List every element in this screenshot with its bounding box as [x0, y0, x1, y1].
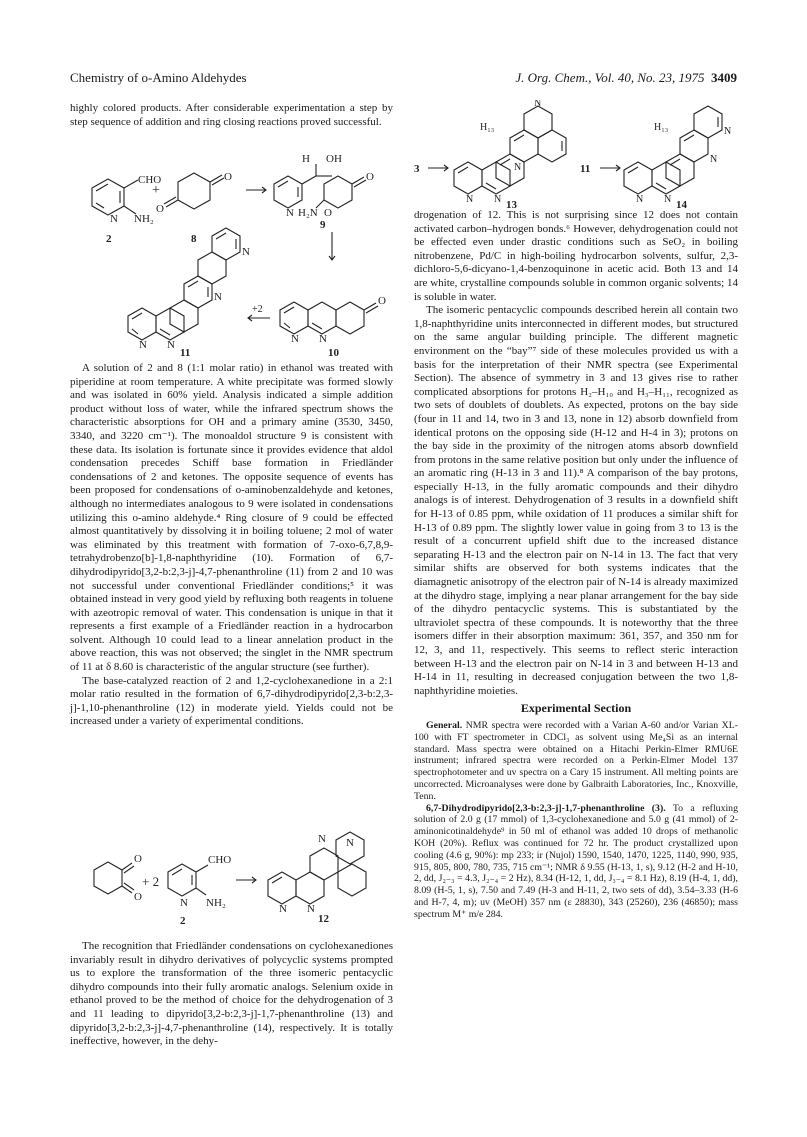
n-label: N	[242, 246, 250, 258]
cho-label: CHO	[138, 174, 162, 186]
compound-13-label: 13	[506, 199, 517, 208]
plus-2-label: + 2	[142, 874, 160, 889]
n-label: N	[724, 126, 732, 137]
compound-11-label: 11	[180, 347, 191, 359]
oh-label: OH	[326, 153, 342, 165]
run-in-heading: General.	[426, 719, 463, 731]
n-label: N	[214, 291, 222, 303]
page-header	[0, 70, 807, 88]
compound-12-label: 12	[318, 913, 329, 925]
n-label: N	[180, 897, 188, 909]
paragraph: The recognition that Friedländer condensations on cyclohexanediones invariably result in dihydro derivatives of polycyclic systems prompted us to explore the transformation of the three isomeric pentacyclic dihydro compounds into their fully aromatic analogs. Selenium oxide in ethanol proved to be the method of choice for the dehydrogenation of 3 and 11 leading to dipyrido[3,2-b:2,3-j]-1,7-phenanthroline (13) and dipyrido[3,2-b:2,3-j]-4,7-phenanthroline (14), respectively. It is totally ineffective, however, in the dehy-	[70, 940, 393, 1048]
compound-2-label: 2	[106, 233, 112, 245]
paragraph: drogenation of 12. This is not surprising since 12 does not contain activated carbon–hydrogen bonds.⁶ However, dehydrogenation could not be effected even under drastic conditions such as SeO₂ in boiling nitrobenzene, Pd/C in high-boiling hydrocarbon solvents, sulfur, 2,3-dichloro-5,6-dicyano-1,4-benzoquinone in acetic acid. Both 13 and 14 are white, crystalline compounds soluble in common organic solvents; 14 is soluble in water.	[414, 209, 738, 303]
paragraph: A solution of 2 and 8 (1:1 molar ratio) in ethanol was treated with piperidine at room temperature. A white precipitate was formed slowly and was isolated in 60% yield. Analysis indicated a simple addition product without loss of water, while the infrared spectrum shows the characteristic absorptions for OH and a primary amine (3530, 3450, 3340, and 3220 cm⁻¹). The monoaldol structure 9 is consistent with these data. Its isolation is fortunate since it provides evidence that aldol condensation precedes Schiff base formation in Friedländer condensations of 2 and ketones. The opposite sequence of events has been proposed for condensations of o-aminobenzaldehyde and ketones, although no intermediates analogous to 9 were isolated in condensations utilizing this o-amino aldehyde.⁴ Ring closure of 9 could be effected almost quantitatively by dissolving it in boiling toluene; 2 mol of water was eliminated by this treatment with formation of 7-oxo-6,7,8,9-tetrahydrobenzo[b]-1,8-naphthyridine (10). Formation of 6,7-dihydrodipyrido[3,2-b:2,3-j]-4,7-phenanthroline (11) from 2 and 10 was not successful under conventional Friedländer conditions;⁵ it was obtained instead in very good yield by refluxing both reagents in toluene with azeotropic removal of water. This condensation is unique in that it represents a first example of a Friedländer reaction in a hydrocarbon solvent. Although 10 could lead to a linear annelation product in the above reaction, this was not observed; the singlet in the NMR spectrum of 11 at δ 8.60 is characteristic of the angular structure (see further).	[70, 362, 393, 674]
n-label: N	[319, 333, 327, 345]
compound-3-label: 3	[414, 163, 420, 175]
compound-2-label: 2	[180, 915, 186, 927]
o-label: O	[224, 171, 232, 183]
left-column-end	[70, 940, 393, 1049]
n-label: N	[139, 339, 147, 351]
compound-9-label: 9	[320, 219, 326, 231]
o-label: O	[134, 853, 142, 865]
o-label: O	[378, 295, 386, 307]
scheme-3-drawing	[414, 100, 738, 208]
journal-citation	[515, 70, 737, 86]
plus-2-label: +2	[252, 304, 263, 315]
h13-label: H₁₃	[654, 122, 669, 133]
paragraph: The isomeric pentacyclic compounds described herein all contain two 1,8-naphthyridine units interconnected in different modes, but structured on the same angular building principle. The different magnetic environment on the “bay”⁷ side of these molecules provided us with a basis for the interpretation of their NMR spectra (see Experimental Section). The absence of symmetry in 3 and 13 gives rise to rather complicated absorptions for protons H₂–H₁₀ and H₃–H₁₁, recognized as two sets of doublets of doublets. As expected, protons on the bay side (four in 11 and 14, two in 3 and 13, none in 12) absorb downfield from identical protons on the opposing side (H-12 and H-4 in 3); protons on the bay side in the proximity of the nitrogen atoms absorb downfield from protons in the same relative position but only under the influence of an aromatic ring (H-13 in 3 and 11).⁸ A comparison of the bay protons, especially H-13, in the fully aromatic compounds and their dihydro analogs is of interest. Dehydrogenation of 3 results in a downfield shift for H-13 of 0.85 ppm, while oxidation of 11 produces a similar shift for H-13 of 0.89 ppm. The slightly lower value in going from 3 to 13 is the result of a concurrent upfield shift due to the increased distance separating H-13 and the electron pair on N-14 in 13. The fact that very similar shifts are observed for both systems indicates that the diamagnetic anisotropy of the electron pair of N-14 is already maximized at the dihydro stage, implying a near planar arrangement for the bay side of the dihydro pentacyclic systems. This is substantiated by the ultraviolet spectra of these compounds. It is noteworthy that the three isomers differ in their absorption maximum: 361, 357, and 350 nm for 12, 3, and 11, respectively. This seems to reflect steric interaction between H-13 and the electron pair on N-14 in 3 and between H-13 and H-14 in 11, resulting in decreased conjugation between the two 1,8-naphthyridine moieties.	[414, 304, 738, 697]
h-label: H	[302, 153, 310, 165]
cho-label: CHO	[208, 854, 232, 866]
scheme-2-drawing	[70, 830, 393, 930]
page-number: 3409	[711, 70, 737, 85]
o-label: O	[134, 891, 142, 903]
paragraph-text: NMR spectra were recorded with a Varian A-60 and/or Varian XL-100 with FT spectrometer in CDCl₃ as solvent using Me₄Si as an internal standard. Mass spectra were obtained on a Hitachi Perkin-Elmer RMU6E instrument; infrared spectra were recorded on a Perkin-Elmer Model 137 spectrophotometer and uv spectra on a Cary 15 instrument. All melting points are uncorrected. Microanalyses were done by Galbraith Laboratories, Inc., Knoxville, Tenn.	[414, 719, 738, 802]
n-label: N	[307, 903, 315, 915]
n-label: N	[346, 837, 354, 849]
paragraph-text: To a refluxing solution of 2.0 g (17 mmol) of 1,3-cyclohexanedione and 5.0 g (41 mmol) of 2-aminonicotinaldehyde⁹ in 50 ml of ethanol was added 10 drops of methanolic KOH (20%). Reflux was continued for 72 hr. The product crystallized upon cooling (4.6 g, 90%): mp 233; ir (Nujol) 1590, 1540, 1470, 1225, 1140, 990, 935, 915, 805, 800, 780, 735, 715 cm⁻¹; NMR δ 9.55 (H-13, 1, s), 9.12 (H-2 and H-10, 2, dd, J₂₋₃ = 4.3, J₂₋₄ = 2 Hz), 8.34 (H-12, 1, dd, J₃₋₄ = 8.1 Hz), 8.19 (H-4, 1, dd), 8.09 (H-5, 1, s), 7.50 and 7.49 (H-3 and H-11, 2, two sets of dd), 3.54–3.33 (H-6 and H-7, 4, m); uv (MeOH) 357 nm (ε 28830), 343 (25260), 236 (46850); mass spectrum M⁺ m/e 284.	[414, 802, 738, 920]
n-label: N	[110, 213, 118, 225]
paragraph: The base-catalyzed reaction of 2 and 1,2-cyclohexanedione in a 2:1 molar ratio resulted in the formation of 6,7-dihydrodipyrido[2,3-b:2,3-j]-1,10-phenanthroline (12) in moderate yield. Yields could not be increased under a variety of experimental conditions.	[70, 674, 393, 728]
plus-sign: +	[152, 183, 160, 198]
compound-14-label: 14	[676, 199, 687, 208]
n-label: N	[466, 194, 474, 205]
scheme-1-drawing	[70, 150, 393, 360]
nh2-label: NH₂	[206, 897, 226, 909]
compound-11-label: 11	[580, 163, 591, 175]
scheme-1	[70, 150, 393, 360]
running-title: Chemistry of o-Amino Aldehydes	[70, 70, 247, 85]
o-label: O	[324, 207, 332, 219]
paragraph: highly colored products. After considerable experimentation a step by step sequence of addition and ring closing reactions proved successful.	[70, 102, 393, 128]
journal-name: J. Org. Chem., Vol. 40, No. 23, 1975	[515, 70, 705, 85]
n-label: N	[514, 162, 522, 173]
n-label: N	[279, 903, 287, 915]
n-label: N	[636, 194, 644, 205]
section-heading: Experimental Section	[520, 701, 632, 716]
n-label: N	[291, 333, 299, 345]
compound-8-label: 8	[191, 233, 197, 245]
h2n-label: H₂N	[298, 207, 318, 219]
scheme-3	[414, 100, 738, 208]
n-label: N	[167, 339, 175, 351]
n-label: N	[494, 194, 502, 205]
n-label: N	[710, 154, 718, 165]
n-label: N	[534, 100, 542, 109]
right-column-body	[414, 209, 738, 921]
experimental-compound-3	[414, 803, 738, 921]
h13-label: H₁₃	[480, 122, 495, 133]
n-label: N	[318, 833, 326, 845]
left-column-intro	[70, 102, 393, 129]
run-in-heading: 6,7-Dihydrodipyrido[2,3-b:2,3-j]-1,7-phenanthroline (3).	[426, 802, 666, 814]
left-column-body	[70, 362, 393, 729]
nh2-label: NH₂	[134, 213, 154, 225]
n-label: N	[664, 194, 672, 205]
o-label: O	[366, 171, 374, 183]
compound-10-label: 10	[328, 347, 339, 359]
scheme-2	[70, 830, 393, 930]
experimental-general	[414, 720, 738, 803]
o-label: O	[156, 203, 164, 215]
n-label: N	[286, 207, 294, 219]
